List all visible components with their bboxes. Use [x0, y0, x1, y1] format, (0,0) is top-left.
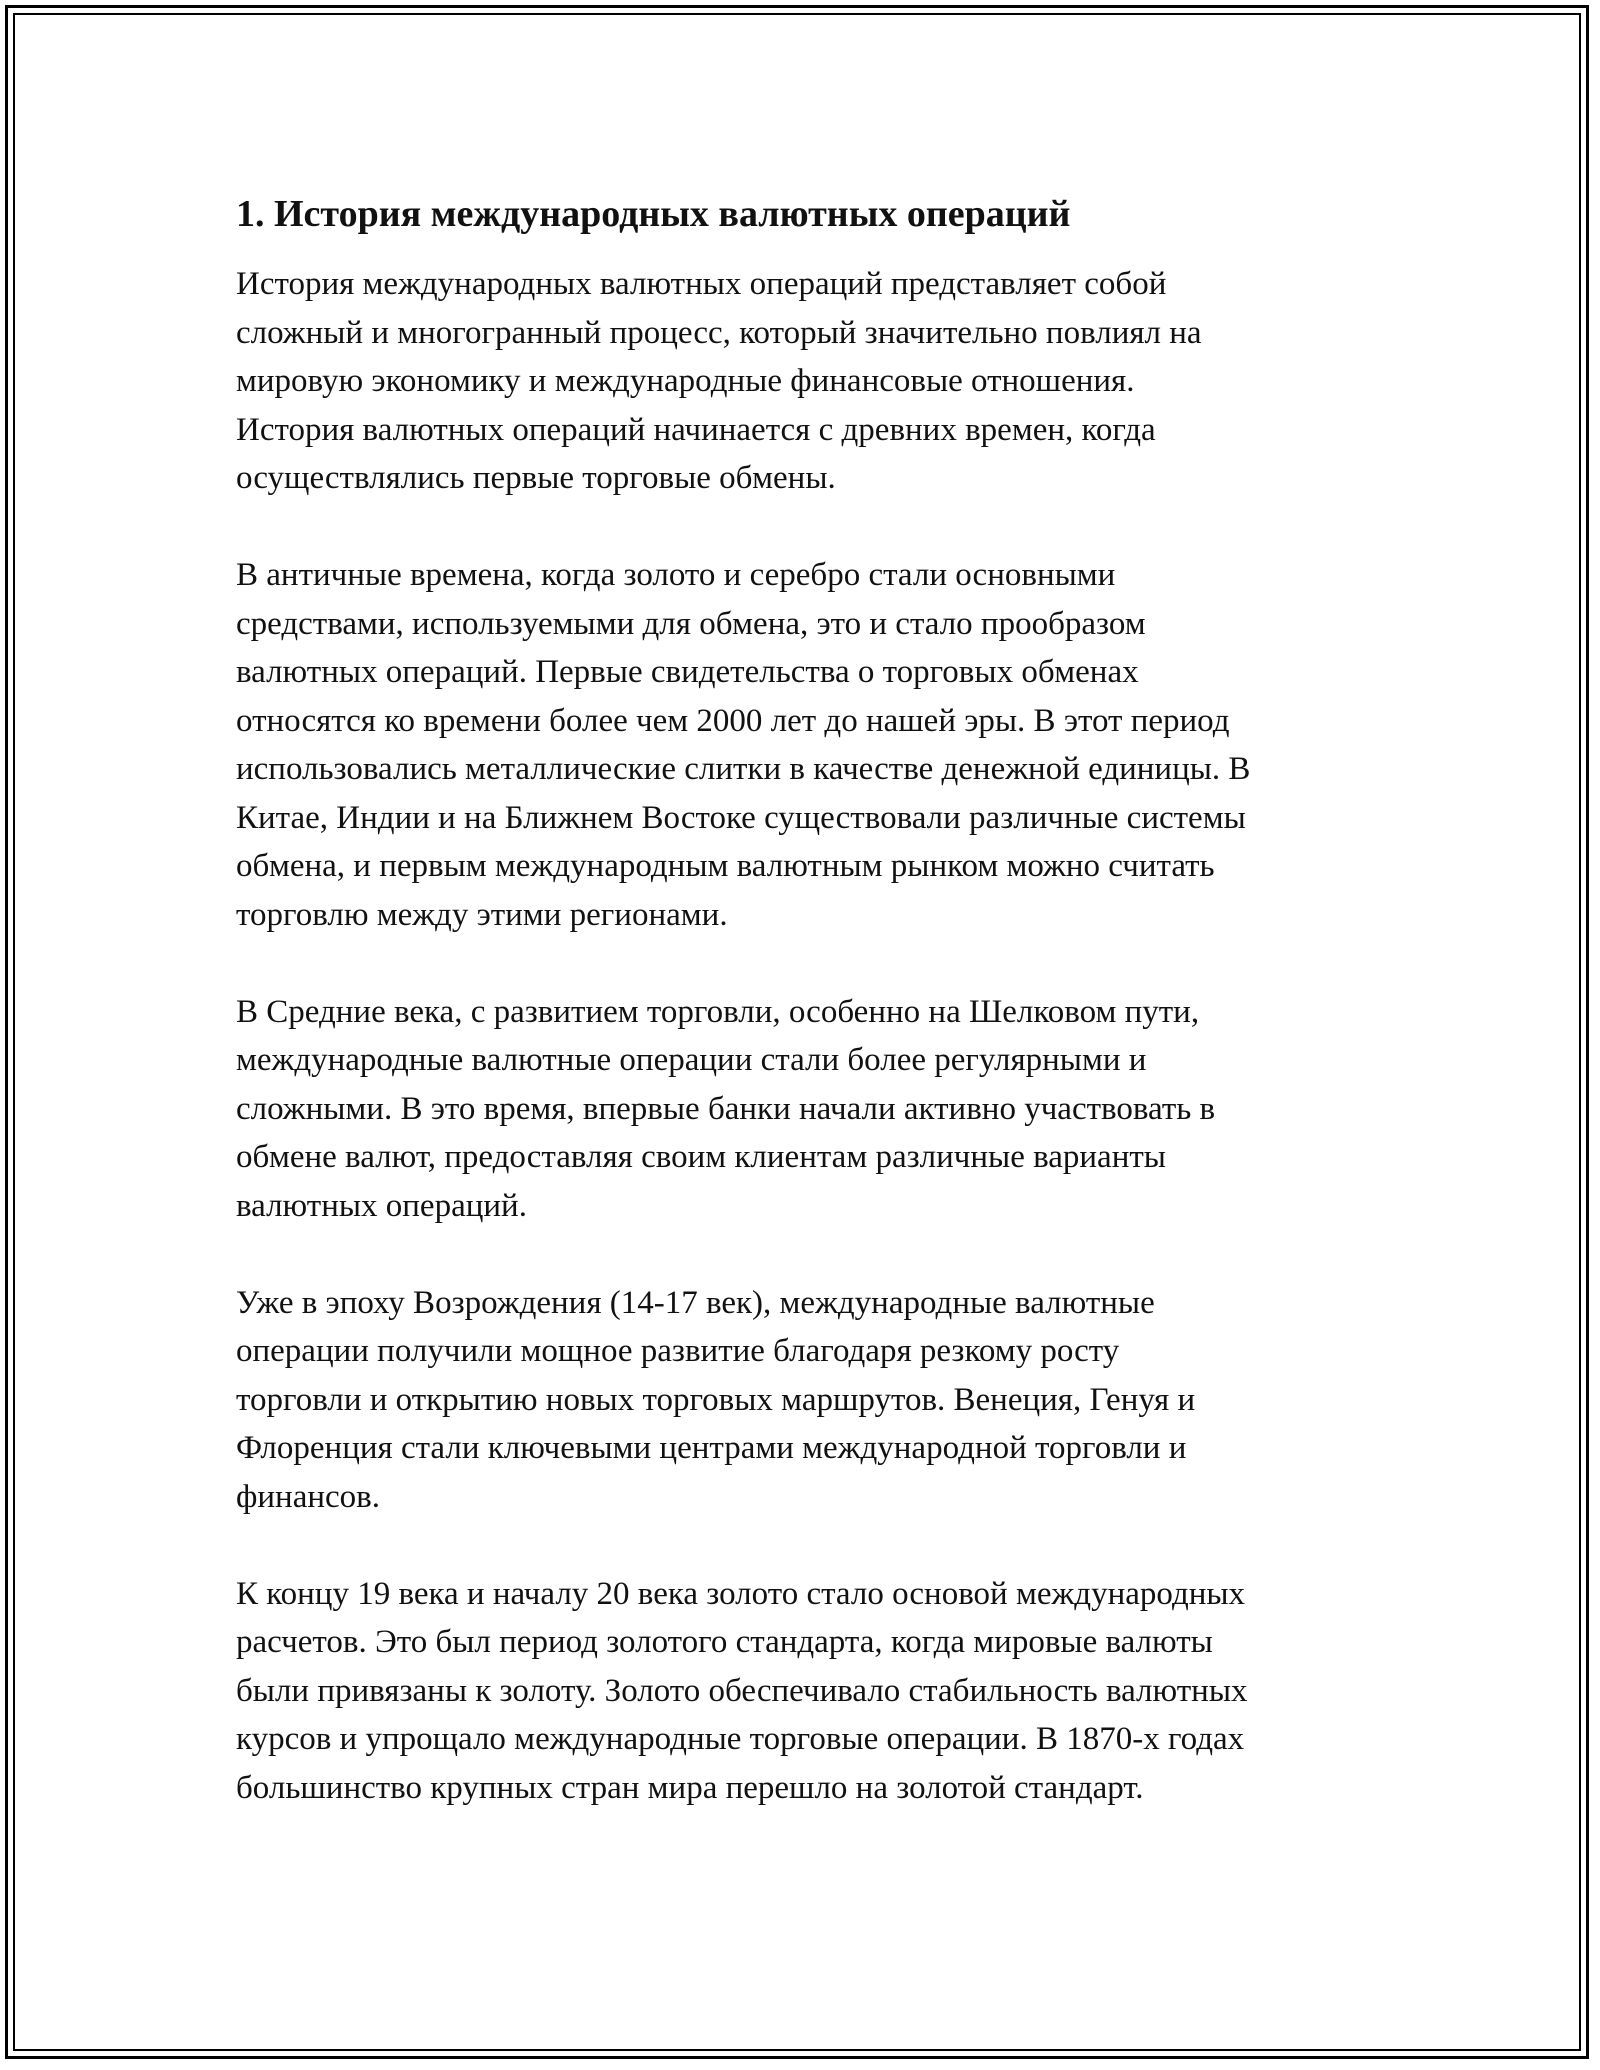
paragraph-line: использовались металлические слитки в качестве денежной единицы. В	[236, 751, 1251, 787]
paragraph-line: операции получили мощное развитие благодаря резкому росту	[236, 1333, 1120, 1369]
paragraph-line: мировую экономику и международные финансовые отношения.	[236, 363, 1135, 399]
paragraph-line: средствами, используемыми для обмена, это и стало прообразом	[236, 605, 1146, 642]
paragraph-line: расчетов. Это был период золотого стандарта, когда мировые валюты	[236, 1624, 1213, 1660]
paragraph-line: История валютных операций начинается с древних времен, когда	[236, 411, 1156, 448]
paragraph-line: В античные времена, когда золото и серебро стали основными	[236, 557, 1116, 593]
paragraph-line: большинство крупных стран мира перешло на золотой стандарт.	[236, 1769, 1144, 1806]
paragraph-line: международные валютные операции стали более регулярными и	[236, 1042, 1147, 1078]
paragraph-line: осуществлялись первые торговые обмены.	[236, 460, 836, 496]
paragraph-line: История международных валютных операций представляет собой	[236, 266, 1167, 302]
paragraph-line: В Средние века, с развитием торговли, особенно на Шелковом пути,	[236, 993, 1200, 1030]
paragraph	[236, 551, 1376, 939]
paragraph-line: валютных операций. Первые свидетельства о торговых обменах	[236, 654, 1139, 690]
paragraph-line: финансов.	[236, 1478, 380, 1515]
paragraph	[236, 1279, 1376, 1522]
paragraph-line: Уже в эпоху Возрождения (14-17 век), международные валютные	[236, 1284, 1155, 1321]
paragraph-line: сложный и многогранный процесс, который значительно повлиял на	[236, 314, 1202, 351]
section-heading: 1. История международных валютных операций	[236, 193, 1071, 235]
paragraph-line: сложными. В это время, впервые банки начали активно участвовать в	[236, 1090, 1216, 1127]
paragraph-line: К концу 19 века и началу 20 века золото стало основой международных	[236, 1575, 1246, 1612]
paragraph-line: курсов и упрощало международные торговые операции. В 1870-х годах	[236, 1721, 1245, 1757]
paragraph-line: относятся ко времени более чем 2000 лет до нашей эры. В этот период	[236, 702, 1230, 739]
paragraph-line: Китае, Индии и на Ближнем Востоке существовали различные системы	[236, 799, 1246, 836]
paragraph	[236, 260, 1376, 503]
paragraph-line: валютных операций.	[236, 1187, 527, 1224]
paragraph-line: торговли и открытию новых торговых маршрутов. Венеция, Генуя и	[236, 1381, 1196, 1418]
paragraph-line: торговлю между этими регионами.	[236, 896, 728, 933]
paragraph-line: были привязаны к золоту. Золото обеспечивало стабильность валютных	[236, 1672, 1248, 1709]
paragraph-line: обмена, и первым международным валютным рынком можно считать	[236, 848, 1215, 884]
paragraph	[236, 1570, 1376, 1813]
paragraph-line: Флоренция стали ключевыми центрами международной торговли и	[236, 1430, 1187, 1466]
paragraph	[236, 988, 1376, 1231]
document-body	[236, 186, 1376, 1861]
paragraphs-container	[236, 260, 1376, 1812]
paragraph-line: обмене валют, предоставляя своим клиентам различные варианты	[236, 1139, 1166, 1175]
